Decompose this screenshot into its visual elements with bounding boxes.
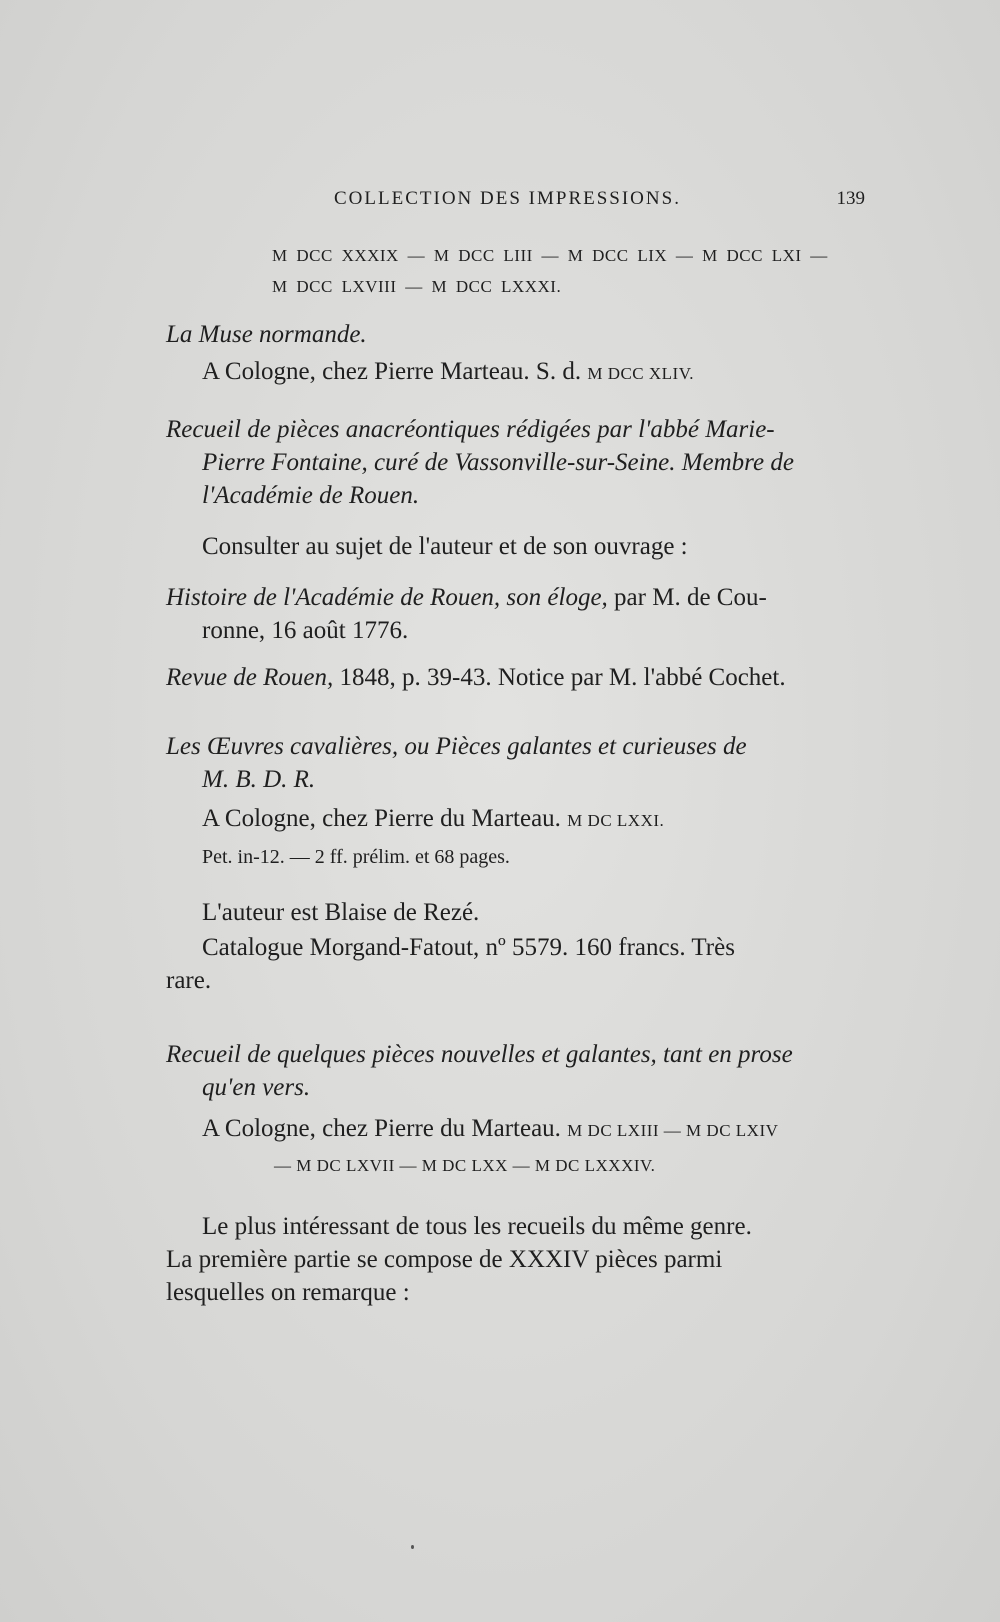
imprint-text: A Cologne, chez Pierre du Marteau. xyxy=(202,805,561,832)
entry-title-line-1: Les Œuvres cavalières, ou Pièces galantes et curieuses de xyxy=(166,733,747,760)
catalogue-note-line-1: Catalogue Morgand-Fatout, nº 5579. 160 francs. Très xyxy=(202,934,735,961)
imprint-line xyxy=(166,1112,862,1147)
entry-title-line-1: Recueil de quelques pièces nouvelles et galantes, tant en prose xyxy=(166,1041,793,1068)
imprint-line xyxy=(166,802,862,837)
entry-muse-normande xyxy=(166,318,862,390)
note-line-1: Le plus intéressant de tous les recueils du même genre. xyxy=(202,1213,752,1240)
dates-line-1: M DCC XXXIX — M DCC LIII — M DCC LIX — M DCC LXI — xyxy=(272,246,828,265)
imprint-text: A Cologne, chez Pierre Marteau. S. d. xyxy=(202,358,582,385)
reference-2-text: 1848, p. 39-43. Notice par M. l'abbé Cochet. xyxy=(333,664,786,691)
entry-oeuvres-cavalieres xyxy=(166,730,862,997)
imprint-dates-2: — M DC LXVII — M DC LXX — M DC LXXXIV. xyxy=(274,1156,656,1175)
author-note: L'auteur est Blaise de Rezé. xyxy=(202,899,480,926)
imprint-text: A Cologne, chez Pierre du Marteau. xyxy=(202,1115,561,1142)
reference-1-text: par M. de Cou- xyxy=(607,584,767,611)
collation: Pet. in-12. — 2 ff. prélim. et 68 pages. xyxy=(202,846,510,868)
reference-1 xyxy=(166,581,862,614)
note-line-2: La première partie se compose de XXXIV pièces parmi xyxy=(166,1246,723,1273)
imprint-date: M DCC XLIV. xyxy=(587,364,695,383)
dates-block xyxy=(272,240,865,302)
entry-title-line-1: Recueil de pièces anacréontiques rédigées par l'abbé Marie- xyxy=(166,416,775,443)
reference-2-title: Revue de Rouen, xyxy=(166,664,334,691)
reference-2 xyxy=(166,661,862,694)
imprint-dates-1: M DC LXIII — M DC LXIV xyxy=(567,1121,779,1140)
entry-title-line-2: qu'en vers. xyxy=(202,1074,311,1101)
entry-recueil-pieces-nouvelles xyxy=(166,1038,862,1309)
reference-1-line-2: ronne, 16 août 1776. xyxy=(202,617,409,644)
entry-title-line-3: l'Académie de Rouen. xyxy=(202,482,420,509)
imprint-line xyxy=(166,355,862,390)
dates-line-2: M DCC LXVIII — M DCC LXXXI. xyxy=(272,277,562,296)
catalogue-note-line-2: rare. xyxy=(166,967,212,994)
entry-title-line-2: Pierre Fontaine, curé de Vassonville-sur-Seine. Membre de xyxy=(202,449,794,476)
page-header xyxy=(334,188,865,210)
imprint-date: M DC LXXI. xyxy=(567,811,665,830)
entry-title-line-2: M. B. D. R. xyxy=(202,766,316,793)
page-number: 139 xyxy=(836,188,865,209)
entry-title: La Muse normande. xyxy=(166,321,367,348)
entry-recueil-anacreontiques xyxy=(166,413,862,694)
consult-note: Consulter au sujet de l'auteur et de son ouvrage : xyxy=(202,533,688,560)
note-line-3: lesquelles on remarque : xyxy=(166,1279,410,1306)
paper-speck xyxy=(411,1545,414,1549)
reference-1-title: Histoire de l'Académie de Rouen, son éloge, xyxy=(166,584,608,611)
running-title: COLLECTION DES IMPRESSIONS. xyxy=(334,188,681,209)
